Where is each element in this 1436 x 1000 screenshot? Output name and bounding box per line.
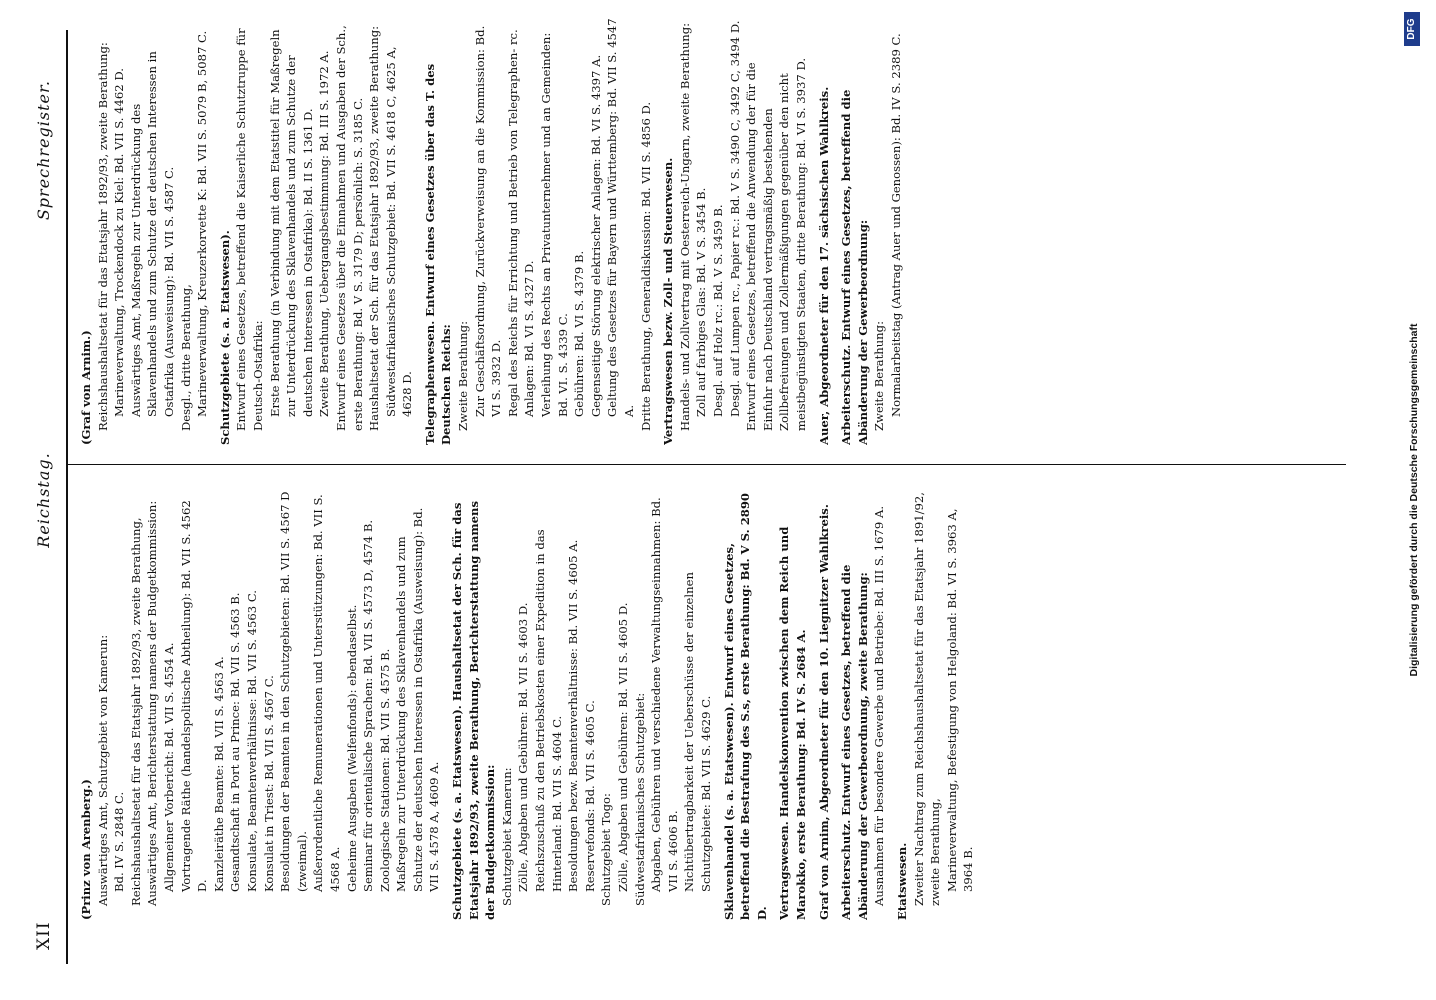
register-heading: (Graf von Arnim.) bbox=[79, 330, 93, 445]
register-entry: Entwurf eines Gesetzes, betreffend die Kaiserliche Schutztruppe für Deutsch-Ostafrika: bbox=[234, 28, 265, 431]
register-entry: Vortragende Räthe (handelspolitische Abtheilung): Bd. VII S. 4562 D. bbox=[178, 500, 210, 892]
register-entry: Entwurf eines Gesetzes, betreffend die Anwendung der für die Einfuhr nach Deutschland vertragsmäßig bestehenden Zollbefreiungen und Zollermäßigungen gegenüber den nicht meistbegünstigten Staaten, dritte Berathung: Bd. VI S. 3937 D. bbox=[744, 57, 808, 431]
register-entry: Verleihung des Rechts an Privatunternehmer und an Gemeinden: Bd. VI. S. 4339 C. bbox=[539, 32, 570, 417]
register-heading: Graf von Arnim, Abgeordneter für den 10. Liegnitzer Wahlkreis. bbox=[816, 504, 831, 920]
register-heading: Vertragswesen bezw. Zoll- und Steuerwesen. bbox=[661, 157, 676, 445]
register-entry: Reservefonds: Bd. VII S. 4605 C. bbox=[582, 700, 597, 892]
register-heading: Auer, Abgeordneter für den 17. sächsischen Wahlkreis. bbox=[816, 86, 831, 445]
register-heading: Arbeiterschutz. Entwurf eines Gesetzes, betreffend die Abänderung der Gewerbeordnung, zweite Berathung: bbox=[839, 564, 870, 920]
register-entry: Reichszuschuß zu den Betriebskosten einer Expedition in das Hinterland: Bd. VII S. 4604 C. bbox=[533, 529, 564, 892]
register-heading: Sklavenhandel (s. a. Etatswesen). Entwurf eines Gesetzes, betreffend die Bestrafung des S.s, erste Berathung: Bd. V S. 2890 D. bbox=[721, 493, 769, 920]
register-entry: Zölle, Abgaben und Gebühren: Bd. VII S. 4605 D. bbox=[616, 602, 630, 892]
register-heading: Etatswesen. bbox=[894, 842, 909, 920]
register-entry: Auswärtiges Amt, Schutzgebiet von Kamerun: bbox=[95, 634, 110, 906]
register-entry: Geheime Ausgaben (Welfenfonds): ebendaselbst. bbox=[344, 604, 359, 892]
register-entry: Regal des Reichs für Errichtung und Betrieb von Telegraphen- rc. Anlagen: Bd. VI S. 4327 D. bbox=[505, 29, 537, 417]
register-heading: Schutzgebiete (s. a. Etatswesen). Haushaltsetat der Sch. für das Etatsjahr 1892/93, zweite Berathung, Berichterstattung namens der Budgetkommission: bbox=[450, 501, 498, 920]
register-entry: Außerordentliche Remunerationen und Unterstützungen: Bd. VII S. 4568 A. bbox=[311, 494, 342, 892]
register-entry: Zoologische Stationen: Bd. VII S. 4575 B. bbox=[377, 648, 392, 892]
register-entry: Zoll auf farbiges Glas: Bd. V S. 3454 B. bbox=[694, 187, 709, 417]
dfg-logo: DFG bbox=[1404, 12, 1420, 46]
running-title: Reichstag. bbox=[34, 452, 53, 548]
register-entry: Entwurf eines Gesetzes über die Einnahmen und Ausgaben der Sch., erste Berathung: Bd. V S. 3179 D; persönlich: S. 3185 C. bbox=[333, 25, 365, 431]
register-entry: Desgl. auf Lumpen rc., Papier rc.: Bd. V S. 3490 C, 3492 C, 3494 D. bbox=[727, 20, 742, 417]
page-header bbox=[28, 40, 62, 960]
register-entry: Reichshaushaltsetat für das Etatsjahr 1892/93, zweite Berathung: bbox=[95, 42, 110, 431]
register-entry: Dritte Berathung, Generaldiskussion: Bd. VII S. 4856 D. bbox=[638, 101, 653, 431]
register-entry: Marineverwaltung, Kreuzerkorvette K: Bd. VII S. 5079 B, 5087 C. bbox=[195, 30, 210, 417]
register-entry: Abgaben, Gebühren und verschiedene Verwaltungseinnahmen: Bd. VII S. 4606 B. bbox=[649, 497, 680, 892]
register-entry: Seminar für orientalische Sprachen: Bd. VII S. 4573 D, 4574 B. bbox=[361, 519, 376, 892]
register-entry: Reichshaushaltsetat für das Etatsjahr 1892/93, zweite Berathung, Auswärtiges Amt, Berichterstattung namens der Budgetkommission: bbox=[128, 500, 160, 906]
right-column bbox=[78, 15, 1366, 445]
register-entry: Geltung des Gesetzes für Bayern und Württemberg: Bd. VII S. 4547 A. bbox=[605, 18, 636, 417]
register-entry: Nichtübertragbarkeit der Ueberschüsse der einzelnen Schutzgebiete: Bd. VII S. 4629 C. bbox=[682, 572, 713, 892]
register-entry: Südwestafrikanisches Schutzgebiet: Bd. VII S. 4618 C, 4625 A, 4628 D. bbox=[383, 46, 415, 417]
register-entry: Zur Geschäftsordnung, Zurückverweisung an die Kommission: Bd. VI S. 3932 D. bbox=[472, 25, 504, 417]
register-title: Sprechregister. bbox=[34, 80, 53, 221]
register-entry: Schutzgebiet Kamerun: bbox=[499, 767, 514, 906]
register-entry: Zweiter Nachtrag zum Reichshaushaltsetat für das Etatsjahr 1891/92, zweite Berathung, bbox=[911, 492, 943, 906]
register-entry: Gesandtschaft in Port au Prince: Bd. VII S. 4563 B. bbox=[228, 592, 243, 892]
register-entry: Desgl., dritte Berathung, bbox=[178, 284, 193, 431]
register-entry: Südwestafrikanisches Schutzgebiet: bbox=[632, 692, 647, 906]
register-entry: Handels- und Zollvertrag mit Oesterreich-Ungarn, zweite Berathung: bbox=[677, 22, 692, 431]
register-entry: Kanzleiräthe Beamte: Bd. VII S. 4563 A. bbox=[211, 656, 226, 892]
register-heading: (Prinz von Arenberg.) bbox=[79, 779, 93, 920]
register-entry: Normalarbeitstag (Antrag Auer und Genossen): Bd. IV S. 2389 C. bbox=[888, 33, 903, 417]
register-heading: Arbeiterschutz. Entwurf eines Gesetzes, betreffend die Abänderung der Gewerbeordnung: bbox=[839, 89, 870, 445]
register-entry: Haushaltsetat der Sch. für das Etatsjahr 1892/93, zweite Berathung: bbox=[367, 25, 382, 431]
header-rule bbox=[66, 30, 68, 964]
register-entry: Marineverwaltung, Befestigung von Helgoland: Bd. VI S. 3963 A, 3964 B. bbox=[944, 508, 976, 892]
register-entry: Besoldungen bezw. Beamtenverhältnisse: Bd. VII S. 4605 A. bbox=[566, 539, 581, 892]
register-entry: Erste Berathung (in Verbindung mit dem Etatstitel für Maßregeln zur Unterdrückung des Sklavenhandels und zum Schutze der deutschen Interessen in Ostafrika): Bd. II S. 1361 D. bbox=[267, 29, 315, 417]
digitization-credit: Digitalisierung gefördert durch die Deutsche Forschungsgemeinschaft bbox=[1408, 323, 1420, 677]
register-heading: Vertragswesen. Handelskonvention zwischen dem Reich und Marokko, erste Berathung: Bd. IV S. 2684 A. bbox=[777, 526, 808, 920]
register-entry: Marineverwaltung, Trockendock zu Kiel: Bd. VII S. 4462 D. bbox=[112, 68, 127, 417]
register-entry: Konsulat in Triest: Bd. VII S. 4567 C. bbox=[261, 675, 276, 892]
register-entry: Bd. IV S. 2848 C. bbox=[112, 791, 127, 892]
register-entry: Ausnahmen für besondere Gewerbe und Betriebe: Bd. III S. 1679 A. bbox=[872, 505, 887, 906]
register-entry: Zweite Berathung: bbox=[872, 321, 887, 431]
register-heading: Telegraphenwesen. Entwurf eines Gesetzes über das T. des Deutschen Reichs: bbox=[422, 63, 454, 445]
left-column bbox=[78, 490, 1366, 920]
register-entry: Zweite Berathung: bbox=[456, 321, 471, 431]
register-entry: Auswärtiges Amt, Maßregeln zur Unterdrückung des Sklavenhandels und zum Schutze der deutschen Interessen in Ostafrika (Ausweisung): Bd. VII S. 4587 C. bbox=[128, 51, 176, 417]
register-entry: Konsulate, Beamtenverhältnisse: Bd. VII S. 4563 C. bbox=[244, 590, 259, 892]
column-divider bbox=[68, 464, 1346, 465]
register-entry: Gegenseitige Störung elektrischer Anlagen: Bd. VI S. 4397 A. bbox=[588, 54, 603, 417]
register-entry: Maßregeln zur Unterdrückung des Sklavenhandels und zum Schutze der deutschen Interessen in Ostafrika (Ausweisung): Bd. VII S. 4578 A, 4609 A. bbox=[394, 507, 442, 892]
page-number: XII bbox=[34, 921, 54, 950]
register-entry: Zölle, Abgaben und Gebühren: Bd. VII S. 4603 D. bbox=[516, 602, 531, 892]
register-heading: Schutzgebiete (s. a. Etatswesen). bbox=[217, 230, 232, 445]
register-entry: Schutzgebiet Togo: bbox=[599, 793, 614, 906]
register-entry: Besoldungen der Beamten in den Schutzgebieten: Bd. VII S. 4567 D (zweimal). bbox=[278, 491, 309, 892]
register-entry: Allgemeiner Vorbericht: Bd. VII S. 4554 A. bbox=[161, 642, 176, 892]
register-entry: Desgl. auf Holz rc.: Bd. V S. 3459 B. bbox=[710, 204, 725, 417]
register-entry: Gebühren: Bd. VI S. 4379 B. bbox=[572, 250, 587, 417]
register-entry: Zweite Berathung, Uebergangsbestimmung: Bd. III S. 1972 A. bbox=[317, 50, 332, 417]
